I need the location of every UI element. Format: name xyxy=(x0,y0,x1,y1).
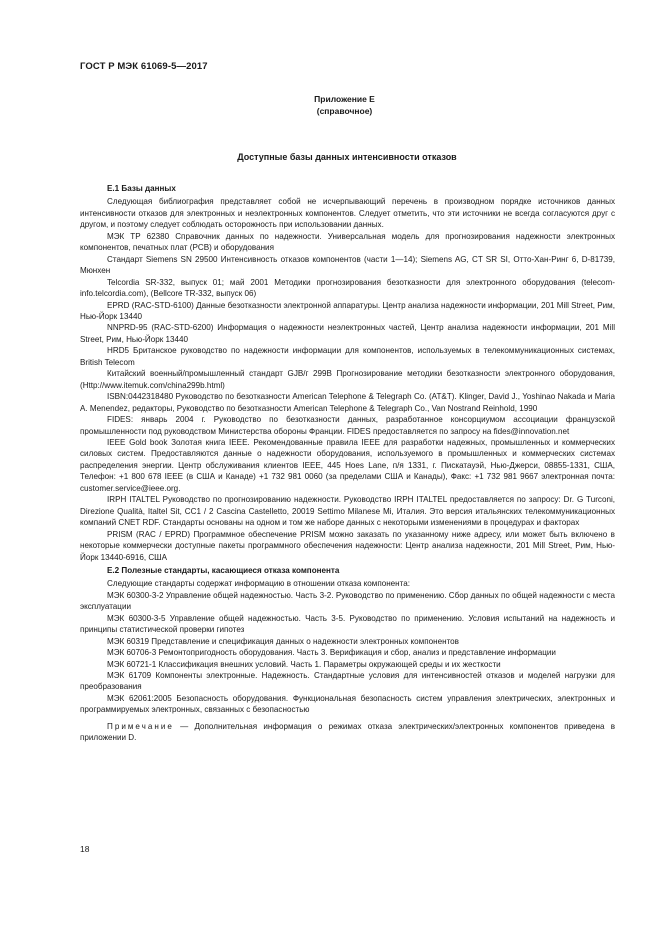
annex-heading xyxy=(0,93,661,117)
document-body xyxy=(80,183,615,744)
paragraph: Следующая библиография представляет собой не исчерпывающий перечень в производном порядке источников данных интенсивности отказов для электронных и неэлектронных компонентов. Следует отметить, что эти источники не всегда согласуются друг с другом, и поэтому следует соблюдать осторожность при использовании данных. xyxy=(80,197,615,230)
paragraph: Китайский военный/промышленный стандарт GJB/г 299В Прогнозирование методики безотказности электронного оборудования, (Http://www.itemuk.com/china299b.html) xyxy=(80,369,615,390)
paragraph: МЭК 62061:2005 Безопасность оборудования. Функциональная безопасность систем управления электрических, электронных и программируемых электронных, связанных с безопасностью xyxy=(80,693,615,715)
paragraph: IEEE Gold book Золотая книга IEEE. Рекомендованные правила IEEE для разработки надежных, промышленных и коммерческих силовых систем. Предоставляются данные о надежности оборудования, используемого в промышленных и коммерческих системах распределения энергии. Центр обслуживания клиентов IEEE, 445 Hoes Lane, п/я 1331, г. Пискатауэй, Нью-Джерси, 08855-1331, США, Телефон: +1 800 678 IEEE (в США и Канаде) +1 732 981 0060 (за пределами США и Канады), Факс: +1 732 981 9667 электронная почта: customer.service@ieee.org. xyxy=(80,437,615,493)
paragraph: МЭК ТР 62380 Справочник данных по надежности. Универсальная модель для прогнозирования надежности электронных компонентов, печатных плат (PCB) и оборудования xyxy=(80,231,615,253)
paragraph: МЭК 60319 Представление и спецификация данных о надежности электронных компонентов xyxy=(107,636,459,646)
paragraph: NNPRD-95 (RAC-STD-6200) Информация о надежности неэлектронных частей, Центр анализа надежности информации, 201 Mill Street, Рим, Нью-Йорк 13440 xyxy=(80,323,615,344)
paragraph: Telcordia SR-332, выпуск 01; май 2001 Методики прогнозирования безотказности для электронного оборудования (telecom-info.telcordia.com), (Bellcore TR-332, выпуск 06) xyxy=(80,277,615,299)
note-text: — Дополнительная информация о режимах отказа электрических/электронных компонентов приведена в приложении D. xyxy=(80,721,615,743)
paragraph: PRISM (RAC / EPRD) Программное обеспечение PRISM можно заказать по указанному ниже адресу, или может быть включено в некоторые коммерчески доступные пакеты программного обеспечения надежности: Центр анализа надежности, 201 Mill Street, Рим, Нью-Йорк 13440-6916, США xyxy=(80,529,615,562)
paragraph: ISBN:0442318480 Руководство по безотказности American Telephone & Telegraph Co. (AT&T). Klinger, David J., Yoshinao Nakada и Maria A. Menendez, редакторы, Руководство по безотказности American Telephone & Telegraph Co., Van Nostrand Reinhold, 1990 xyxy=(80,392,615,413)
page-number: 18 xyxy=(80,844,90,854)
paragraph: FIDES: январь 2004 г. Руководство по безотказности данных, разработанное консорциумом ассоциации французской промышленности под руководством Министерства обороны Франции. FIDES предоставляется по запросу на fides@innovation.net xyxy=(80,415,615,436)
main-title: Доступные базы данных интенсивности отказов xyxy=(237,152,457,162)
section-heading-e1: Е.1 Базы данных xyxy=(107,184,176,193)
section-heading-e2: Е.2 Полезные стандарты, касающиеся отказа компонента xyxy=(107,565,340,575)
note xyxy=(80,721,615,744)
annex-subtitle: (справочное) xyxy=(316,106,373,116)
annex-title: Приложение Е xyxy=(314,94,375,104)
paragraph: МЭК 60300-3-5 Управление общей надежностью. Часть 3-5. Руководство по применению. Условия испытаний на надежность и принципы статистической проверки гипотез xyxy=(80,613,615,635)
paragraph: IRPH ITALTEL Руководство по прогнозированию надежности. Руководство IRPH ITALTEL предоставляется по запросу: Dr. G Turconi, Direzione Qualità, Italtel Sit, CC1 / 2 Cascina Castelletto, 20019 Settimo Milanese Mi, Италия. Это версия итальянских телекоммуникационных компаний CNET RDF. Стандарты основаны на одном и том же наборе данных с некоторыми изменениями в процедурах и факторах xyxy=(80,495,615,528)
paragraph: МЭК 60721-1 Классификация внешних условий. Часть 1. Параметры окружающей среды и их жесткости xyxy=(107,659,501,669)
paragraph: EPRD (RAC-STD-6100) Данные безотказности электронной аппаратуры. Центр анализа надежности информации, 201 Mill Street, Рим, Нью-Йорк 13440 xyxy=(80,300,615,321)
paragraph: МЭК 61709 Компоненты электронные. Надежность. Стандартные условия для интенсивностей отказов и моделей нагрузки для преобразования xyxy=(80,671,615,692)
standard-header: ГОСТ Р МЭК 61069-5—2017 xyxy=(80,61,208,72)
paragraph: Стандарт Siemens SN 29500 Интенсивность отказов компонентов (части 1—14); Siemens AG, CT SR SI, Отто-Хан-Ринг 6, D-81739, Мюнхен xyxy=(80,254,615,276)
paragraph: МЭК 60300-3-2 Управление общей надежностью. Часть 3-2. Руководство по применению. Сбор данных по общей надежности с места эксплуатации xyxy=(80,590,615,612)
paragraph: HRD5 Британское руководство по надежности информации для компонентов, используемых в телекоммуникационных системах, British Telecom xyxy=(80,346,615,367)
paragraph: Следующие стандарты содержат информацию в отношении отказа компонента: xyxy=(107,579,411,589)
note-label: Примечание xyxy=(107,721,174,731)
paragraph: МЭК 60706-3 Ремонтопригодность оборудования. Часть 3. Верификация и сбор, анализ и представление информации xyxy=(107,648,556,658)
